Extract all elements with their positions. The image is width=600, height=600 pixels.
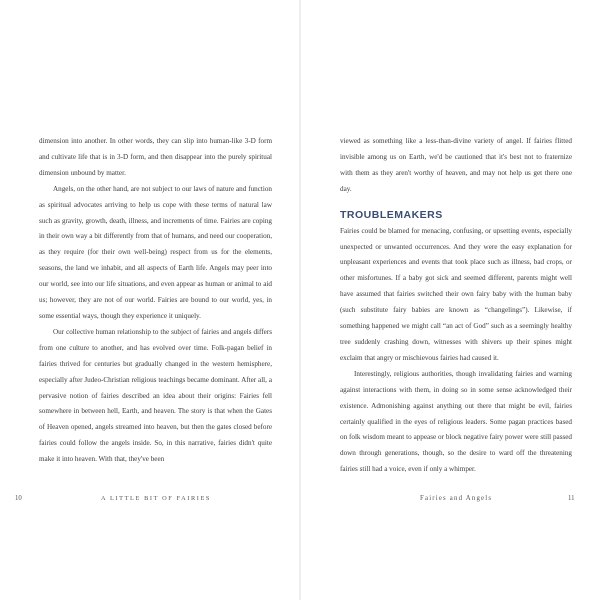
body-paragraph: dimension into another. In other words, they can slip into human-like 3-D form and cultivate life that is in 3-D form, and then disappear into the purely spiritual dimension unbound by matter. — [39, 137, 272, 177]
page-number: 10 — [15, 495, 22, 502]
running-footer: Fairies and Angels — [420, 495, 493, 502]
right-page-body — [340, 134, 572, 478]
body-paragraph: Angels, on the other hand, are not subject to our laws of nature and function as spiritual advocates arriving to help us cope with these terms of natural law such as gravity, growth, death, illness, and increments of time. Fairies are coping in their own way a bit differently from that of humans, and need our cooperation, as they require (for their own well-being) respect from us for the elements, seasons, the land we inhabit, and all aspects of Earth life. Angels may peer into our world, see into our life situations, and even appear as human or animal to aid us; however, they are not of our world. Fairies are bound to our world, yes, in some essential ways, though they experience it uniquely. — [39, 184, 272, 320]
left-page-body — [39, 134, 272, 468]
page-number: 11 — [568, 495, 575, 502]
section-heading: TROUBLEMAKERS — [340, 208, 443, 221]
running-footer: A LITTLE BIT OF FAIRIES — [101, 495, 212, 502]
body-paragraph: Interestingly, religious authorities, though invalidating fairies and warning against interactions with them, in doing so in some sense acknowledged their existence. Admonishing against anything out there that might be evil, fairies certainly qualified in the eyes of religious leaders. Some pagan practices based on folk wisdom meant to appease or block negative fairy power were still passed down through generations, though, so the desire to ward off the threatening fairies still had a voice, even if only a whimper. — [340, 369, 572, 474]
body-paragraph: Fairies could be blamed for menacing, confusing, or upsetting events, especially unexpected or unwanted occurrences. And they were the easy explanation for unpleasant experiences and events that took place such as illness, bad crops, or other misfortunes. If a baby got sick and seemed different, parents might well have assumed that fairies switched their own fairy baby with the human baby (such substitute fairy babies are known as “changelings”). Likewise, if something happened we might call “an act of God” such as a seemingly healthy tree suddenly crashing down, witnesses with shivers up their spines might exclaim that angry or mischievous fairies had caused it. — [340, 226, 572, 362]
right-page — [300, 0, 600, 600]
body-paragraph: viewed as something like a less-than-divine variety of angel. If fairies flitted invisible among us on Earth, we'd be cautioned that it's best not to fraternize with them as they aren't worthy of heaven, and may not help us get there one day. — [340, 137, 572, 193]
body-paragraph: Our collective human relationship to the subject of fairies and angels differs from one culture to another, and has evolved over time. Folk-pagan belief in fairies thrived for centuries but gradually changed in the western hemisphere, especially after Judeo-Christian religious teachings became dominant. After all, a pervasive notion of fairies described an idea about their origins: Fairies fell somewhere in between hell, Earth, and heaven. The story is that when the Gates of Heaven opened, angels streamed into heaven, but then the gates closed before fairies could follow the angels inside. So, in this narrative, fairies didn't quite make it into heaven. With that, they've been — [39, 327, 272, 464]
